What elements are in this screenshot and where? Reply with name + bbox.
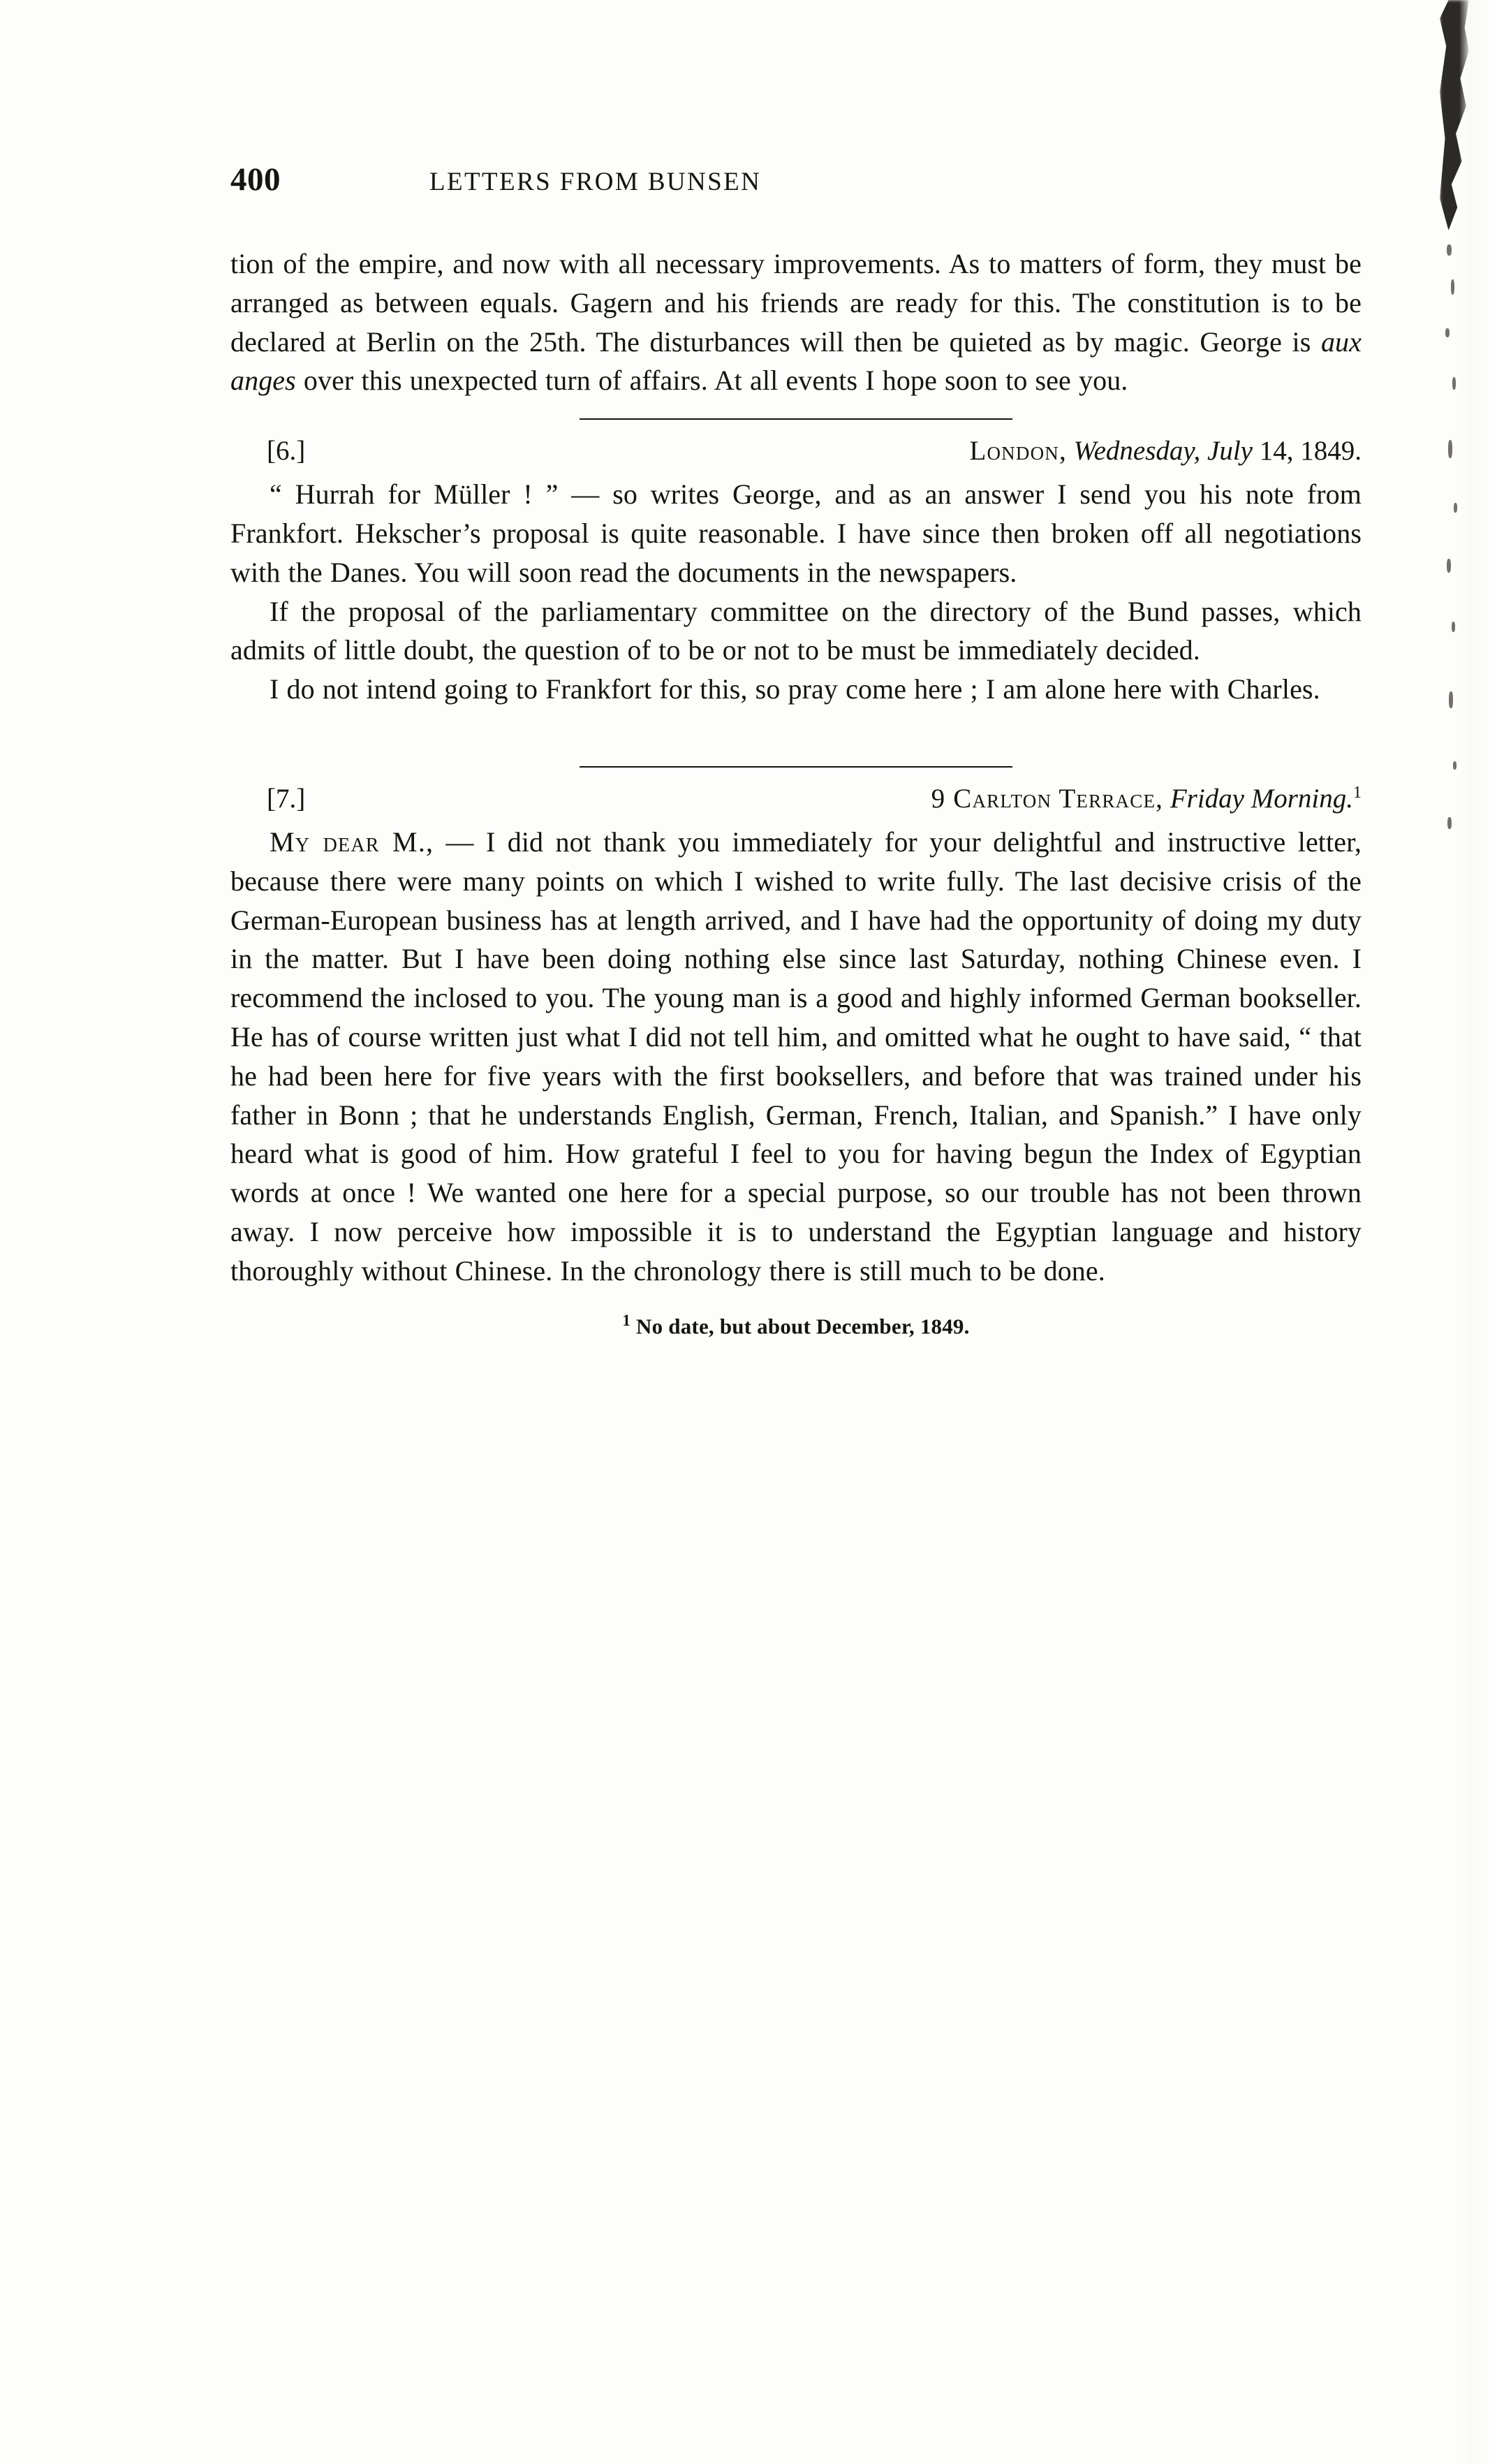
letter-6-place: London,	[969, 436, 1067, 467]
letter-7-heading	[230, 783, 1362, 814]
paragraph-italic-phrase: aux anges	[230, 325, 1362, 397]
letter-6-paragraph-1: “ Hurrah for Müller ! ” — so writes George, and as an answer I send you his note from Frankfort. Hekscher’s proposal is quite reasonable. I have since then broken off all negotiations with the Danes. You will soon read the documents in the newspapers.	[230, 478, 1362, 588]
letter-7-address: 9 Carlton Terrace,	[931, 783, 1164, 814]
scan-artifact-blot	[1440, 0, 1469, 230]
letter-6-date-rest: 14, 1849.	[1259, 436, 1362, 467]
letter-7-number: [7.]	[267, 783, 306, 814]
letter-6-heading	[230, 435, 1362, 467]
footnote-marker: 1	[622, 1311, 631, 1329]
section-divider	[230, 418, 1362, 420]
letter-6-paragraph-2: If the proposal of the parliamentary committee on the directory of the Bund passes, which admits of little doubt, the question of to be or not to be must be immediately decided.	[230, 595, 1362, 666]
footnote	[230, 1312, 1362, 1339]
section-divider-2	[230, 766, 1362, 768]
scan-artifact-specks	[1443, 230, 1461, 873]
letter-6-number: [6.]	[267, 436, 306, 467]
footnote-text: No date, but about December, 1849.	[630, 1313, 970, 1338]
letter-7-salutation: My dear M.,	[270, 826, 434, 858]
letter-7-body-text: — I did not thank you immediately for your delightful and instructive letter, because there were many points on which I wished to write fully. The last decisive crisis of the German-European business has at length arrived, and I have had the opportunity of doing my duty in the matter. But I have been doing nothing else since last Saturday, nothing Chinese even. I recommend the inclosed to you. The young man is a good and highly informed German bookseller. He has of course written just what I did not tell him, and omitted what he ought to have said, “ that he had been here for five years with the first booksellers, and before that was trained under his father in Bonn ; that he understands English, German, French, Italian, and Spanish.” I have only heard what is good of him. How grateful I feel to you for having begun the Index of Egyptian words at once ! We wanted one here for a special purpose, so our trouble has not been thrown away. I now perceive how impossible it is to understand the Egyptian language and history thoroughly without Chinese. In the chronology there is still much to be done.	[230, 826, 1362, 1286]
paragraph-text-part1: tion of the empire, and now with all necessary improvements. As to matters of form, they must be arranged as between equals. Gagern and his friends are ready for this. The constitution is to be declared at Berlin on the 25th. The disturbances will then be quieted as by magic. George is	[230, 248, 1362, 358]
letter-6-date-italic: Wednesday, July	[1073, 436, 1253, 467]
letter-7-dateline	[356, 783, 1362, 814]
letter-7-footnote-ref: 1	[1353, 783, 1362, 802]
letter-6-dateline	[356, 435, 1362, 467]
running-head	[230, 161, 1362, 198]
page-number: 400	[230, 161, 281, 198]
letter-6-paragraph-3: I do not intend going to Frankfort for this, so pray come here ; I am alone here with Charles.	[270, 673, 1320, 705]
letter-7-date-italic: Friday Morning.	[1170, 783, 1353, 814]
paragraph-continuation	[230, 244, 1362, 400]
running-title: LETTERS FROM BUNSEN	[429, 168, 762, 196]
paragraph-text-part2: over this unexpected turn of affairs. At all events I hope soon to see you.	[295, 365, 1128, 397]
page-content	[230, 161, 1362, 1339]
letter-7-paragraph-1	[230, 823, 1362, 1291]
